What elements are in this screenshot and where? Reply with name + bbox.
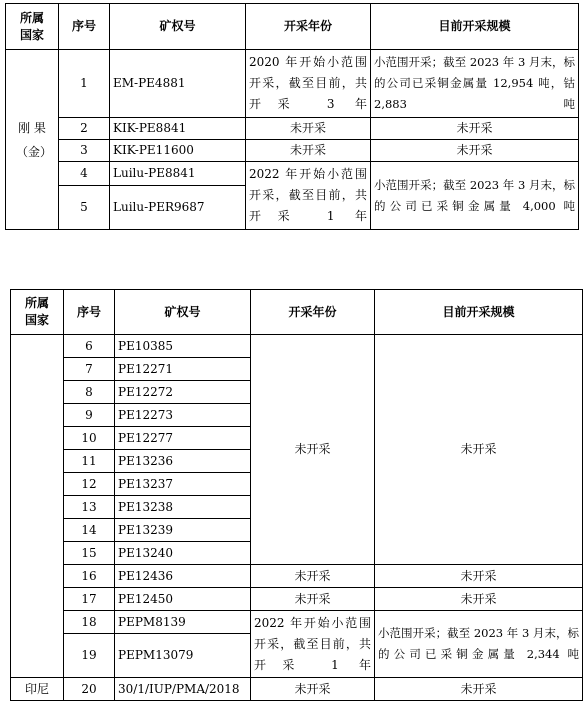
row-no: 15 bbox=[64, 542, 115, 565]
row-year: 未开采 bbox=[246, 118, 371, 140]
group-scale: 未开采 bbox=[375, 335, 583, 565]
row-license: PE13237 bbox=[115, 473, 251, 496]
table-row bbox=[6, 118, 579, 140]
row-license: 30/1/IUP/PMA/2018 bbox=[115, 678, 251, 701]
row-no: 4 bbox=[59, 162, 110, 186]
row-no: 2 bbox=[59, 118, 110, 140]
table-row bbox=[11, 678, 583, 701]
row-license: PEPM8139 bbox=[115, 611, 251, 634]
header-no: 序号 bbox=[59, 4, 110, 50]
row-no: 18 bbox=[64, 611, 115, 634]
row-no: 6 bbox=[64, 335, 115, 358]
row-scale: 小范围开采；截至 2023 年 3 月末，标的公司已采铜金属量 12,954 吨，钴 2,883 吨 bbox=[371, 50, 579, 118]
header-scale: 目前开采规模 bbox=[375, 290, 583, 335]
row-license: PE12277 bbox=[115, 427, 251, 450]
row-license: PE12450 bbox=[115, 588, 251, 611]
row-no: 5 bbox=[59, 186, 110, 230]
row-no: 11 bbox=[64, 450, 115, 473]
row-license: PE12436 bbox=[115, 565, 251, 588]
header-year: 开采年份 bbox=[251, 290, 375, 335]
table-row bbox=[11, 565, 583, 588]
header-license: 矿权号 bbox=[115, 290, 251, 335]
row-scale: 未开采 bbox=[371, 140, 579, 162]
row-no: 17 bbox=[64, 588, 115, 611]
country-cell: 刚 果（金） bbox=[6, 50, 59, 230]
table-row bbox=[11, 335, 583, 358]
group-year: 2022 年开始小范围开采，截至目前，共开采 1 年 bbox=[251, 611, 375, 678]
row-no: 13 bbox=[64, 496, 115, 519]
row-license: EM-PE4881 bbox=[110, 50, 246, 118]
row-no: 14 bbox=[64, 519, 115, 542]
row-scale: 未开采 bbox=[371, 118, 579, 140]
row-license: PEPM13079 bbox=[115, 634, 251, 678]
header-no: 序号 bbox=[64, 290, 115, 335]
table-header-row bbox=[6, 4, 579, 50]
country-cell-empty bbox=[11, 335, 64, 678]
row-license: PE12272 bbox=[115, 381, 251, 404]
table-row bbox=[6, 140, 579, 162]
row-license: PE12273 bbox=[115, 404, 251, 427]
table-row bbox=[11, 611, 583, 634]
group-year: 未开采 bbox=[251, 335, 375, 565]
header-year: 开采年份 bbox=[246, 4, 371, 50]
row-no: 3 bbox=[59, 140, 110, 162]
mining-rights-table-2 bbox=[10, 289, 583, 701]
row-no: 9 bbox=[64, 404, 115, 427]
header-license: 矿权号 bbox=[110, 4, 246, 50]
row-license: PE13240 bbox=[115, 542, 251, 565]
row-year: 未开采 bbox=[251, 678, 375, 701]
row-license: PE13239 bbox=[115, 519, 251, 542]
row-no: 1 bbox=[59, 50, 110, 118]
group-year: 2022 年开始小范围开采，截至目前，共开采 1 年 bbox=[246, 162, 371, 230]
row-year: 2020 年开始小范围开采，截至目前，共开采 3 年 bbox=[246, 50, 371, 118]
row-year: 未开采 bbox=[246, 140, 371, 162]
row-license: PE13238 bbox=[115, 496, 251, 519]
row-no: 12 bbox=[64, 473, 115, 496]
row-year: 未开采 bbox=[251, 565, 375, 588]
row-license: PE12271 bbox=[115, 358, 251, 381]
row-license: Luilu-PE8841 bbox=[110, 162, 246, 186]
header-country: 所属国家 bbox=[11, 290, 64, 335]
row-scale: 未开采 bbox=[375, 678, 583, 701]
table-header-row bbox=[11, 290, 583, 335]
table-row bbox=[6, 50, 579, 118]
mining-rights-table-1 bbox=[5, 3, 579, 230]
header-scale: 目前开采规模 bbox=[371, 4, 579, 50]
row-license: Luilu-PER9687 bbox=[110, 186, 246, 230]
row-no: 20 bbox=[64, 678, 115, 701]
country-cell-indonesia: 印尼 bbox=[11, 678, 64, 701]
row-license: PE10385 bbox=[115, 335, 251, 358]
row-no: 7 bbox=[64, 358, 115, 381]
group-scale: 小范围开采；截至 2023 年 3 月末，标的公司已采铜金属量 2,344 吨 bbox=[375, 611, 583, 678]
row-scale: 未开采 bbox=[375, 565, 583, 588]
row-scale: 未开采 bbox=[375, 588, 583, 611]
row-year: 未开采 bbox=[251, 588, 375, 611]
row-no: 19 bbox=[64, 634, 115, 678]
group-scale: 小范围开采；截至 2023 年 3 月末，标的公司已采铜金属量 4,000 吨 bbox=[371, 162, 579, 230]
row-no: 8 bbox=[64, 381, 115, 404]
row-license: KIK-PE8841 bbox=[110, 118, 246, 140]
table-row bbox=[11, 588, 583, 611]
row-no: 10 bbox=[64, 427, 115, 450]
row-no: 16 bbox=[64, 565, 115, 588]
row-license: PE13236 bbox=[115, 450, 251, 473]
table-row bbox=[6, 162, 579, 186]
row-license: KIK-PE11600 bbox=[110, 140, 246, 162]
header-country: 所属国家 bbox=[6, 4, 59, 50]
